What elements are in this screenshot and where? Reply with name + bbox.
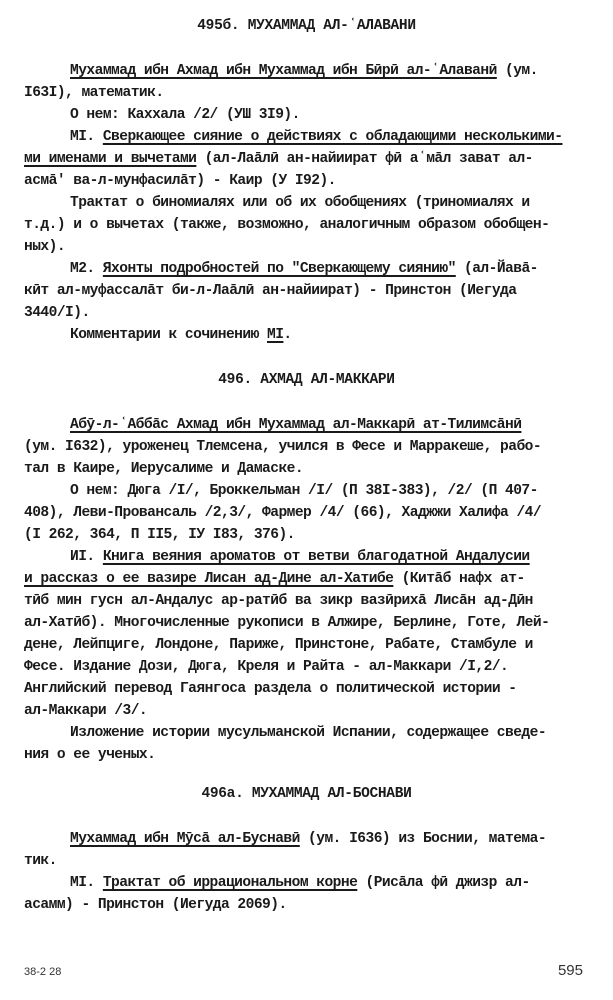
text-line: М2. Яхонты подробностей по "Сверкающему сиянию" (ал-Йавā- <box>70 261 538 277</box>
text-line: и рассказ о ее вазире Лисан ад-Дине ал-Хатибе (Китāб нафх ат- <box>24 571 525 587</box>
entry-heading: 496. АХМАД АЛ-МАККАРИ <box>218 372 395 388</box>
text-line: 3440/I). <box>24 305 90 321</box>
text-line: МI. Трактат об иррациональном корне (Рисāла фӣ джизр ал- <box>70 875 530 891</box>
text-line: асмā' ва-л-мунфасилāт) - Каир (У I92). <box>24 173 336 189</box>
text-line: Комментарии к сочинению МI. <box>70 327 292 343</box>
text-line: тӣб мин гусн ал-Андалус ар-ратӣб ва зикр вазӣрихā Лисāн ад-Дӣн <box>24 593 533 609</box>
text-line: ных). <box>24 239 66 255</box>
text-line: Мухаммад ибн Ахмад ибн Мухаммад ибн Бӣрӣ ал-ʿАлаванӣ (ум. <box>70 63 538 79</box>
text-line: асамм) - Принстон (Иегуда 2069). <box>24 897 287 913</box>
text-line: I63I), математик. <box>24 85 164 101</box>
text-line: (I 262, 364, П II5, IУ I83, 376). <box>24 527 295 543</box>
print-code: 38-2 28 <box>24 966 62 978</box>
text-line: Трактат о биномиалях или об их обобщениях (триномиалях и <box>70 195 530 211</box>
text-line: тал в Каире, Иерусалиме и Дамаске. <box>24 461 304 477</box>
text-line: ал-Маккари /3/. <box>24 703 148 719</box>
text-line: Абӯ-л-ʿАббāс Ахмад ибн Мухаммад ал-Маккарӣ ат-Тилимсāнӣ <box>70 417 522 433</box>
text-line: Изложение истории мусульманской Испании, содержащее сведе- <box>70 725 547 741</box>
text-line: ИI. Книга веяния ароматов от ветви благодатной Андалусии <box>70 549 530 565</box>
text-line: (ум. I632), уроженец Тлемсена, учился в Фесе и Марракеше, рабо- <box>24 439 542 455</box>
text-line: О нем: Каххала /2/ (УШ 3I9). <box>70 107 300 123</box>
text-line: Фесе. Издание Дози, Дюга, Креля и Райта - ал-Маккари /I,2/. <box>24 659 509 675</box>
text-line: т.д.) и о вычетах (также, возможно, аналогичным образом обобщен- <box>24 217 550 233</box>
text-line: ния о ее ученых. <box>24 747 156 763</box>
entry-heading: 495б. МУХАММАД АЛ-ʿАЛАВАНИ <box>197 18 416 34</box>
text-line: 408), Леви-Провансаль /2,3/, Фармер /4/ (66), Хаджжи Халифа /4/ <box>24 505 542 521</box>
text-line: О нем: Дюга /I/, Броккельман /I/ (П 38I-383), /2/ (П 407- <box>70 483 538 499</box>
text-line: Английский перевод Гаянгоса раздела о политической истории - <box>24 681 517 697</box>
text-line: тик. <box>24 853 57 869</box>
text-line: ми именами и вычетами (ал-Лаāлӣ ан-найиират фӣ аʿмāл зават ал- <box>24 151 533 167</box>
text-line: дене, Лейпциге, Лондоне, Париже, Принстоне, Рабате, Стамбуле и <box>24 637 533 653</box>
text-line: кӣт ал-муфассалāт би-л-Лаāлӣ ан-найиират) - Принстон (Иегуда <box>24 283 517 299</box>
text-line: Мухаммад ибн Мӯсā ал-Буснавӣ (ум. I636) из Боснии, матема- <box>70 831 547 847</box>
entry-heading: 496а. МУХАММАД АЛ-БОСНАВИ <box>201 786 412 802</box>
text-line: МI. Сверкающее сияние о действиях с обладающими несколькими- <box>70 129 563 145</box>
text-line: ал-Хатӣб). Многочисленные рукописи в Алжире, Берлине, Готе, Лей- <box>24 615 550 631</box>
page-number: 595 <box>557 962 583 979</box>
